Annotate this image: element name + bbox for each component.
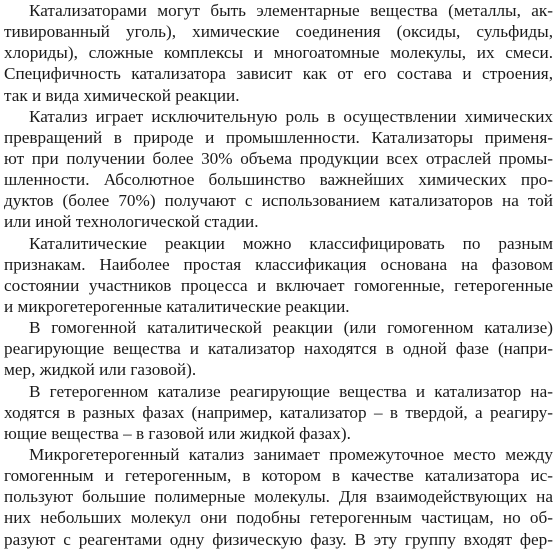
paragraph-classification (4, 233, 553, 318)
text-line: хлориды), сложные комплексы и многоатомные молекулы, их смеси. (4, 43, 553, 63)
text-line: ющие вещества – в газовой или жидкой фазах). (4, 423, 351, 443)
text-line: ют при получении более 30% объема продукции всех отраслей промы- (4, 148, 553, 168)
text-line: реагирующие вещества и катализатор находятся в одной фазе (напри- (4, 339, 553, 359)
text-line: мер, жидкой или газовой). (4, 360, 197, 380)
text-line: Каталитические реакции можно классифицировать по разным (29, 233, 553, 253)
paragraph-homogeneous (4, 317, 553, 380)
text-line: пользуют большие полимерные молекулы. Для взаимодействующих на (4, 487, 553, 507)
text-line: и микрогетерогенные каталитические реакции. (4, 296, 350, 316)
text-line: тивированный уголь), химические соединения (оксиды, сульфиды, (4, 22, 553, 42)
text-line: дуктов (более 70%) получают с использованием катализаторов на той (4, 191, 553, 211)
text-line: шленности. Абсолютное большинство важнейших химических про- (4, 170, 553, 190)
text-line: Катализ играет исключительную роль в осуществлении химических (29, 106, 553, 126)
text-line: или иной технологической стадии. (4, 212, 259, 232)
text-line: Катализаторами могут быть элементарные вещества (металлы, ак- (29, 1, 553, 20)
text-line: Микрогетерогенный катализ занимает промежуточное место между (29, 444, 553, 464)
text-line: В гетерогенном катализе реагирующие вещества и катализатор на- (29, 381, 553, 401)
text-line: состоянии участников процесса и включает гомогенные, гетерогенные (4, 275, 553, 295)
text-line: разуют с реагентами одну физическую фазу. В эту группу входят фер- (4, 529, 553, 549)
text-line: признакам. Наиболее простая классификация основана на фазовом (4, 254, 553, 274)
paragraph-catalyst-types (4, 0, 553, 106)
text-line: ходятся в разных фазах (например, катализатор – в твердой, а реагиру- (4, 402, 553, 422)
paragraph-heterogeneous (4, 381, 553, 444)
text-line: гомогенным и гетерогенным, в котором в качестве катализатора ис- (4, 466, 553, 486)
paragraph-catalysis-role (4, 106, 553, 233)
text-line: Специфичность катализатора зависит как от его состава и строения, (4, 64, 553, 84)
text-line: них небольших молекул они подобны гетерогенным частицам, но об- (4, 508, 553, 528)
text-line: В гомогенной каталитической реакции (или гомогенном катализе) (29, 318, 553, 338)
document-page (4, 0, 553, 550)
paragraph-microheterogeneous (4, 444, 553, 550)
text-line: так и вида химической реакции. (4, 85, 240, 105)
text-line: превращений в природе и промышленности. Катализаторы применя- (4, 127, 553, 147)
